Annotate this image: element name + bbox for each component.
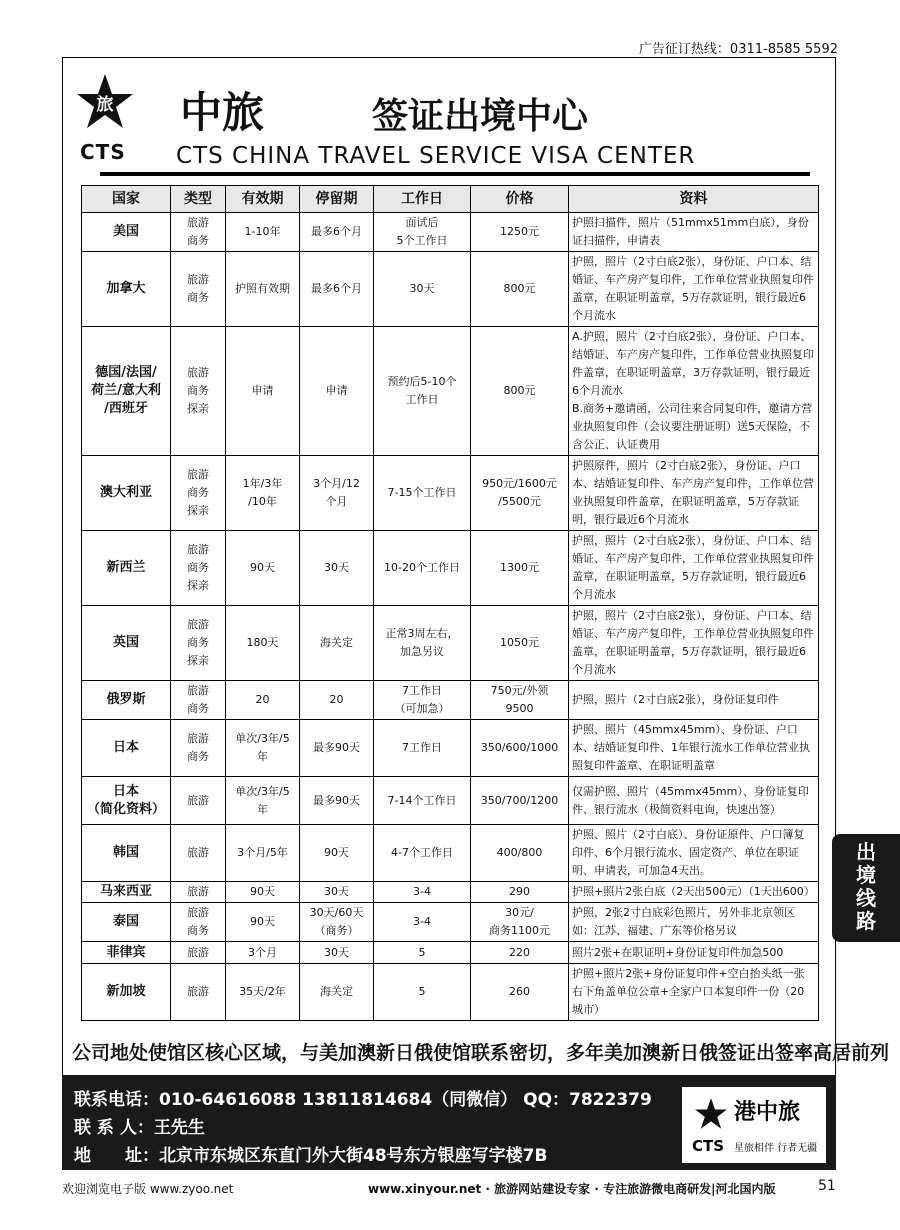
table-row bbox=[82, 942, 819, 964]
brand-en-title: CTS CHINA TRAVEL SERVICE VISA CENTER bbox=[176, 143, 696, 169]
cell-materials: A.护照，照片（2寸白底2张），身份证、户口本、结婚证、车产房产复印件，工作单位营业执照复印件盖章，在职证明盖章，3万存款证明，银行最近6个月流水 B.商务+邀请函，公司往来合同复印件，邀请方营业执照复印件（会议要注册证明）送5天保险，不含公正、认证费用 bbox=[569, 327, 819, 456]
cell-price: 290 bbox=[471, 882, 569, 903]
cell-materials: 护照，照片（2寸白底2张），身份证、户口本、结婚证、车产房产复印件，工作单位营业执照复印件盖章，在职证明盖章，5万存款证明，银行最近6个月流水 bbox=[569, 606, 819, 681]
cell-price: 30元/ 商务1100元 bbox=[471, 903, 569, 942]
badge-name: 港中旅 bbox=[734, 1100, 801, 1125]
cell-type: 旅游 商务 探亲 bbox=[171, 327, 226, 456]
cell-validity: 3个月 bbox=[226, 942, 300, 964]
cell-materials: 护照+照片2张白底（2天出500元）（1天出600） bbox=[569, 882, 819, 903]
cell-type: 旅游 商务 bbox=[171, 681, 226, 720]
side-tab-outbound[interactable]: 出 境 线 路 bbox=[832, 834, 900, 942]
cell-materials: 护照，2张2寸白底彩色照片，另外非北京领区如：江苏、福建、广东等价格另议 bbox=[569, 903, 819, 942]
cell-country: 加拿大 bbox=[82, 252, 171, 327]
cell-type: 旅游 商务 探亲 bbox=[171, 606, 226, 681]
header-rule bbox=[100, 172, 810, 176]
cell-validity: 35天/2年 bbox=[226, 964, 300, 1021]
cell-workdays: 4-7个工作日 bbox=[374, 825, 471, 882]
cell-workdays: 7-15个工作日 bbox=[374, 456, 471, 531]
cell-type: 旅游 bbox=[171, 882, 226, 903]
visa-table bbox=[81, 185, 819, 1021]
cell-country: 韩国 bbox=[82, 825, 171, 882]
contact-phone: 联系电话：010-64616088 13811814684（同微信） QQ：7822379 bbox=[74, 1090, 652, 1110]
cell-type: 旅游 bbox=[171, 964, 226, 1021]
cell-country: 马来西亚 bbox=[82, 882, 171, 903]
cell-materials: 照片2张+在职证明+身份证复印件加急500 bbox=[569, 942, 819, 964]
page-number: 51 bbox=[818, 1178, 836, 1194]
cell-price: 950元/1600元 /5500元 bbox=[471, 456, 569, 531]
cell-type: 旅游 bbox=[171, 777, 226, 825]
cell-country: 英国 bbox=[82, 606, 171, 681]
cell-stay: 90天 bbox=[300, 825, 374, 882]
cell-validity: 单次/3年/5 年 bbox=[226, 720, 300, 777]
cell-stay: 最多90天 bbox=[300, 777, 374, 825]
cell-price: 800元 bbox=[471, 327, 569, 456]
cell-type: 旅游 bbox=[171, 942, 226, 964]
table-row bbox=[82, 720, 819, 777]
cell-stay: 海关定 bbox=[300, 964, 374, 1021]
cell-materials: 仅需护照、照片（45mmx45mm）、身份证复印件、银行流水（极简资料电询，快速出签） bbox=[569, 777, 819, 825]
cell-workdays: 7-14个工作日 bbox=[374, 777, 471, 825]
hk-cts-badge bbox=[682, 1087, 826, 1163]
cell-stay: 30天/60天 （商务） bbox=[300, 903, 374, 942]
cell-country: 新加坡 bbox=[82, 964, 171, 1021]
cell-type: 旅游 商务 bbox=[171, 720, 226, 777]
cell-materials: 护照扫描件，照片（51mmx51mm白底），身份证扫描件，申请表 bbox=[569, 213, 819, 252]
col-header-type: 类型 bbox=[171, 186, 226, 213]
cell-validity: 护照有效期 bbox=[226, 252, 300, 327]
cell-validity: 90天 bbox=[226, 903, 300, 942]
cell-workdays: 3-4 bbox=[374, 903, 471, 942]
cell-workdays: 7工作日 bbox=[374, 720, 471, 777]
cell-validity: 20 bbox=[226, 681, 300, 720]
cell-price: 800元 bbox=[471, 252, 569, 327]
cts-star-logo-icon bbox=[75, 72, 135, 132]
col-header-workdays: 工作日 bbox=[374, 186, 471, 213]
table-header-row bbox=[82, 186, 819, 213]
cell-materials: 护照原件，照片（2寸白底2张），身份证、户口本、结婚证复印件、车产房产复印件，工作单位营业执照复印件盖章，在职证明盖章，5万存款证明，银行最近6个月流水 bbox=[569, 456, 819, 531]
col-header-price: 价格 bbox=[471, 186, 569, 213]
cell-price: 350/600/1000 bbox=[471, 720, 569, 777]
cell-price: 400/800 bbox=[471, 825, 569, 882]
brand-cn: 中旅 bbox=[180, 88, 265, 137]
cell-type: 旅游 商务 探亲 bbox=[171, 531, 226, 606]
cell-type: 旅游 商务 bbox=[171, 252, 226, 327]
cell-country: 美国 bbox=[82, 213, 171, 252]
cell-country: 新西兰 bbox=[82, 531, 171, 606]
cell-price: 350/700/1200 bbox=[471, 777, 569, 825]
table-row bbox=[82, 777, 819, 825]
cell-stay: 30天 bbox=[300, 942, 374, 964]
badge-star-icon bbox=[694, 1097, 728, 1131]
cell-stay: 最多90天 bbox=[300, 720, 374, 777]
cell-price: 1300元 bbox=[471, 531, 569, 606]
cell-price: 220 bbox=[471, 942, 569, 964]
cell-type: 旅游 bbox=[171, 825, 226, 882]
cell-price: 1250元 bbox=[471, 213, 569, 252]
ad-hotline: 广告征订热线：0311-8585 5592 bbox=[638, 42, 838, 57]
brand-visa-title: 签证出境中心 bbox=[372, 96, 589, 137]
table-body bbox=[82, 213, 819, 1021]
cell-stay: 海关定 bbox=[300, 606, 374, 681]
cell-workdays: 7工作日 （可加急） bbox=[374, 681, 471, 720]
cell-stay: 30天 bbox=[300, 531, 374, 606]
col-header-materials: 资料 bbox=[569, 186, 819, 213]
cell-stay: 20 bbox=[300, 681, 374, 720]
cell-workdays: 面试后 5个工作日 bbox=[374, 213, 471, 252]
table-row bbox=[82, 903, 819, 942]
cell-stay: 申请 bbox=[300, 327, 374, 456]
table-row bbox=[82, 681, 819, 720]
col-header-country: 国家 bbox=[82, 186, 171, 213]
cell-materials: 护照、照片（45mmx45mm）、身份证、户口本、结婚证复印件、1年银行流水工作单位营业执照复印件盖章、在职证明盖章 bbox=[569, 720, 819, 777]
cell-price: 1050元 bbox=[471, 606, 569, 681]
table-row bbox=[82, 213, 819, 252]
cell-country: 日本 bbox=[82, 720, 171, 777]
cell-validity: 90天 bbox=[226, 531, 300, 606]
cell-country: 澳大利亚 bbox=[82, 456, 171, 531]
cell-stay: 30天 bbox=[300, 882, 374, 903]
cell-workdays: 5 bbox=[374, 964, 471, 1021]
cell-price: 750元/外领 9500 bbox=[471, 681, 569, 720]
footer-left: 欢迎浏览电子版 www.zyoo.net bbox=[62, 1182, 234, 1196]
cell-type: 旅游 商务 bbox=[171, 903, 226, 942]
col-header-stay: 停留期 bbox=[300, 186, 374, 213]
cell-materials: 护照，照片（2寸白底2张），身份证、户口本、结婚证、车产房产复印件，工作单位营业执照复印件盖章，在职证明盖章，5万存款证明，银行最近6个月流水 bbox=[569, 252, 819, 327]
promo-banner: 公司地处使馆区核心区域，与美加澳新日俄使馆联系密切，多年美加澳新日俄签证出签率高居前列 bbox=[72, 1042, 890, 1064]
cell-materials: 护照，照片（2寸白底2张），身份证、户口本、结婚证、车产房产复印件，工作单位营业执照复印件盖章，在职证明盖章，5万存款证明，银行最近6个月流水 bbox=[569, 531, 819, 606]
table-row bbox=[82, 964, 819, 1021]
cell-validity: 180天 bbox=[226, 606, 300, 681]
table-row bbox=[82, 531, 819, 606]
cell-type: 旅游 商务 bbox=[171, 213, 226, 252]
table-row bbox=[82, 825, 819, 882]
cell-type: 旅游 商务 探亲 bbox=[171, 456, 226, 531]
cell-country: 德国/法国/ 荷兰/意大利 /西班牙 bbox=[82, 327, 171, 456]
cell-validity: 单次/3年/5 年 bbox=[226, 777, 300, 825]
cell-country: 泰国 bbox=[82, 903, 171, 942]
contact-person: 联 系 人：王先生 bbox=[74, 1118, 205, 1138]
cts-wordmark: CTS bbox=[80, 140, 126, 164]
cell-materials: 护照+照片2张+身份证复印件+空白抬头纸一张右下角盖单位公章+全家户口本复印件一份（20城市） bbox=[569, 964, 819, 1021]
cell-validity: 90天 bbox=[226, 882, 300, 903]
contact-panel bbox=[62, 1075, 836, 1170]
cell-price: 260 bbox=[471, 964, 569, 1021]
cell-validity: 3个月/5年 bbox=[226, 825, 300, 882]
contact-address: 地 址：北京市东城区东直门外大街48号东方银座写字楼7B bbox=[74, 1146, 548, 1166]
cell-validity: 申请 bbox=[226, 327, 300, 456]
cell-workdays: 30天 bbox=[374, 252, 471, 327]
cell-stay: 3个月/12 个月 bbox=[300, 456, 374, 531]
cell-stay: 最多6个月 bbox=[300, 213, 374, 252]
cell-country: 俄罗斯 bbox=[82, 681, 171, 720]
footer-right: www.xinyour.net · 旅游网站建设专家 · 专注旅游微电商研发|河北国内版 bbox=[368, 1182, 776, 1196]
cell-stay: 最多6个月 bbox=[300, 252, 374, 327]
badge-cts: CTS bbox=[692, 1137, 725, 1155]
col-header-validity: 有效期 bbox=[226, 186, 300, 213]
table-row bbox=[82, 327, 819, 456]
logo-char: 旅 bbox=[96, 95, 114, 115]
cell-country: 菲律宾 bbox=[82, 942, 171, 964]
cell-country: 日本 （简化资料） bbox=[82, 777, 171, 825]
cell-materials: 护照，照片（2寸白底2张），身份证复印件 bbox=[569, 681, 819, 720]
cell-validity: 1-10年 bbox=[226, 213, 300, 252]
cell-workdays: 正常3周左右， 加急另议 bbox=[374, 606, 471, 681]
cell-validity: 1年/3年 /10年 bbox=[226, 456, 300, 531]
cell-workdays: 5 bbox=[374, 942, 471, 964]
table-row bbox=[82, 252, 819, 327]
table-row bbox=[82, 456, 819, 531]
cell-materials: 护照、照片（2寸白底）、身份证原件、户口簿复印件、6个月银行流水、固定资产、单位在职证明、申请表，可加急4天出。 bbox=[569, 825, 819, 882]
badge-slogan: 星旅相伴 行者无疆 bbox=[734, 1143, 818, 1154]
table-row bbox=[82, 882, 819, 903]
cell-workdays: 预约后5-10个 工作日 bbox=[374, 327, 471, 456]
cell-workdays: 10-20个工作日 bbox=[374, 531, 471, 606]
cell-workdays: 3-4 bbox=[374, 882, 471, 903]
table-row bbox=[82, 606, 819, 681]
